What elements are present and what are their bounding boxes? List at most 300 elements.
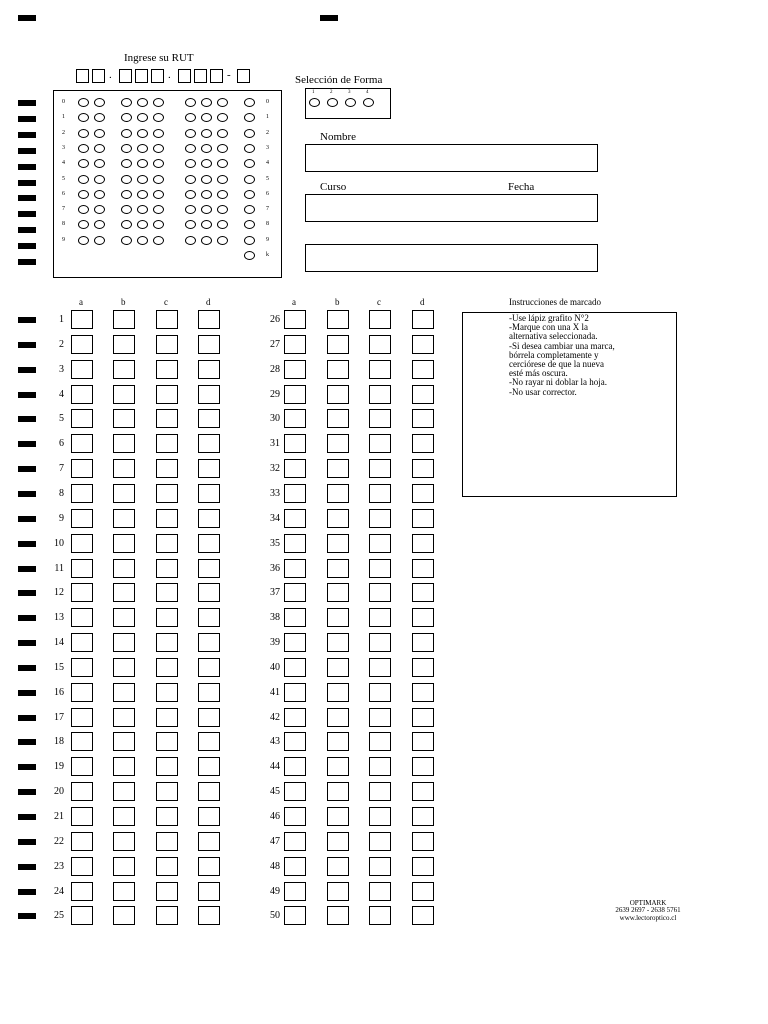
answer-box[interactable] <box>369 832 391 851</box>
answer-box[interactable] <box>198 683 220 702</box>
answer-box[interactable] <box>156 335 178 354</box>
answer-box[interactable] <box>369 757 391 776</box>
rut-bubble[interactable] <box>94 175 105 184</box>
answer-box[interactable] <box>113 832 135 851</box>
answer-box[interactable] <box>156 782 178 801</box>
answer-box[interactable] <box>71 832 93 851</box>
timing-mark <box>18 441 36 447</box>
answer-box[interactable] <box>327 559 349 578</box>
answer-box[interactable] <box>156 882 178 901</box>
answer-box[interactable] <box>284 658 306 677</box>
answer-box[interactable] <box>284 832 306 851</box>
rut-bubble[interactable] <box>244 129 255 138</box>
rut-bubble[interactable] <box>137 98 148 107</box>
answer-box[interactable] <box>284 434 306 453</box>
answer-box[interactable] <box>327 882 349 901</box>
question-number: 9 <box>59 512 64 524</box>
answer-box[interactable] <box>412 708 434 727</box>
answer-box[interactable] <box>284 906 306 925</box>
rut-bubble[interactable] <box>244 175 255 184</box>
rut-bubble[interactable] <box>244 98 255 107</box>
answer-box[interactable] <box>198 658 220 677</box>
answer-box[interactable] <box>284 360 306 379</box>
answer-box[interactable] <box>327 459 349 478</box>
answer-box[interactable] <box>412 732 434 751</box>
rut-digit-box[interactable] <box>178 69 191 83</box>
rut-bubble[interactable] <box>201 190 212 199</box>
answer-box[interactable] <box>327 310 349 329</box>
answer-box[interactable] <box>198 459 220 478</box>
answer-box[interactable] <box>71 360 93 379</box>
answer-box[interactable] <box>113 906 135 925</box>
rut-bubble[interactable] <box>94 236 105 245</box>
form-option-bubble[interactable] <box>327 98 338 107</box>
answer-box[interactable] <box>156 807 178 826</box>
answer-box[interactable] <box>369 608 391 627</box>
rut-bubble[interactable] <box>153 190 164 199</box>
corner-timing-mark <box>320 15 338 21</box>
answer-box[interactable] <box>327 409 349 428</box>
answer-box[interactable] <box>156 832 178 851</box>
rut-row-label: 4 <box>266 160 269 167</box>
rut-bubble[interactable] <box>137 144 148 153</box>
rut-bubble[interactable] <box>121 98 132 107</box>
course-date-field[interactable] <box>305 194 598 222</box>
rut-bubble[interactable] <box>185 175 196 184</box>
answer-box[interactable] <box>327 633 349 652</box>
answer-box[interactable] <box>198 633 220 652</box>
answer-box[interactable] <box>327 732 349 751</box>
answer-box[interactable] <box>369 534 391 553</box>
answer-box[interactable] <box>156 906 178 925</box>
rut-digit-box[interactable] <box>237 69 250 83</box>
answer-box[interactable] <box>113 310 135 329</box>
answer-box[interactable] <box>113 409 135 428</box>
answer-box[interactable] <box>369 434 391 453</box>
answer-box[interactable] <box>198 732 220 751</box>
rut-digit-box[interactable] <box>92 69 105 83</box>
rut-bubble[interactable] <box>94 144 105 153</box>
answer-box[interactable] <box>113 708 135 727</box>
answer-box[interactable] <box>412 583 434 602</box>
answer-box[interactable] <box>284 509 306 528</box>
rut-digit-box[interactable] <box>76 69 89 83</box>
answer-box[interactable] <box>156 658 178 677</box>
answer-box[interactable] <box>327 807 349 826</box>
answer-box[interactable] <box>284 708 306 727</box>
answer-box[interactable] <box>71 484 93 503</box>
answer-box[interactable] <box>156 434 178 453</box>
answer-box[interactable] <box>284 683 306 702</box>
rut-bubble[interactable] <box>94 98 105 107</box>
answer-box[interactable] <box>156 385 178 404</box>
answer-box[interactable] <box>113 509 135 528</box>
rut-bubble[interactable] <box>153 144 164 153</box>
answer-box[interactable] <box>113 782 135 801</box>
answer-box[interactable] <box>412 484 434 503</box>
answer-box[interactable] <box>156 857 178 876</box>
answer-box[interactable] <box>284 310 306 329</box>
answer-box[interactable] <box>198 534 220 553</box>
answer-box[interactable] <box>113 360 135 379</box>
answer-box[interactable] <box>198 310 220 329</box>
answer-box[interactable] <box>412 459 434 478</box>
answer-box[interactable] <box>198 360 220 379</box>
rut-bubble[interactable] <box>185 190 196 199</box>
rut-digit-box[interactable] <box>210 69 223 83</box>
rut-bubble[interactable] <box>121 129 132 138</box>
rut-bubble[interactable] <box>94 129 105 138</box>
answer-box[interactable] <box>327 683 349 702</box>
rut-bubble[interactable] <box>137 190 148 199</box>
answer-box[interactable] <box>327 832 349 851</box>
answer-box[interactable] <box>71 882 93 901</box>
rut-bubble[interactable] <box>94 190 105 199</box>
answer-box[interactable] <box>284 757 306 776</box>
rut-bubble[interactable] <box>78 98 89 107</box>
answer-box[interactable] <box>113 335 135 354</box>
question-number: 15 <box>54 661 64 673</box>
answer-box[interactable] <box>71 335 93 354</box>
timing-mark <box>18 541 36 547</box>
answer-box[interactable] <box>113 882 135 901</box>
rut-bubble[interactable] <box>137 236 148 245</box>
answer-box[interactable] <box>369 559 391 578</box>
answer-box[interactable] <box>369 509 391 528</box>
answer-box[interactable] <box>284 484 306 503</box>
answer-box[interactable] <box>412 608 434 627</box>
answer-box[interactable] <box>369 583 391 602</box>
answer-box[interactable] <box>412 310 434 329</box>
answer-box[interactable] <box>198 559 220 578</box>
answer-box[interactable] <box>198 409 220 428</box>
rut-bubble[interactable] <box>185 129 196 138</box>
rut-bubble[interactable] <box>217 129 228 138</box>
question-number: 45 <box>270 786 280 798</box>
rut-bubble[interactable] <box>185 98 196 107</box>
answer-box[interactable] <box>412 832 434 851</box>
answer-box[interactable] <box>156 534 178 553</box>
answer-box[interactable] <box>327 583 349 602</box>
answer-box[interactable] <box>198 807 220 826</box>
timing-mark <box>18 491 36 497</box>
question-number: 19 <box>54 761 64 773</box>
answer-box[interactable] <box>327 534 349 553</box>
answer-box[interactable] <box>284 409 306 428</box>
answer-box[interactable] <box>71 385 93 404</box>
answer-box[interactable] <box>71 807 93 826</box>
answer-box[interactable] <box>327 658 349 677</box>
answer-box[interactable] <box>369 335 391 354</box>
answer-box[interactable] <box>412 658 434 677</box>
rut-bubble[interactable] <box>244 190 255 199</box>
answer-box[interactable] <box>369 484 391 503</box>
rut-bubble[interactable] <box>217 190 228 199</box>
answer-box[interactable] <box>156 683 178 702</box>
answer-box[interactable] <box>369 658 391 677</box>
rut-bubble[interactable] <box>185 236 196 245</box>
answer-box[interactable] <box>412 360 434 379</box>
answer-box[interactable] <box>198 484 220 503</box>
rut-bubble[interactable] <box>78 129 89 138</box>
answer-box[interactable] <box>327 434 349 453</box>
rut-row-label: 1 <box>266 114 269 121</box>
rut-bubble[interactable] <box>78 175 89 184</box>
rut-bubble[interactable] <box>78 144 89 153</box>
answer-box[interactable] <box>71 633 93 652</box>
answer-box[interactable] <box>113 484 135 503</box>
rut-bubble[interactable] <box>217 175 228 184</box>
answer-box[interactable] <box>327 509 349 528</box>
answer-box[interactable] <box>412 385 434 404</box>
answer-box[interactable] <box>327 857 349 876</box>
answer-box[interactable] <box>412 633 434 652</box>
answer-box[interactable] <box>198 708 220 727</box>
answer-box[interactable] <box>156 608 178 627</box>
answer-box[interactable] <box>412 807 434 826</box>
extra-field[interactable] <box>305 244 598 272</box>
answer-box[interactable] <box>71 534 93 553</box>
answer-box[interactable] <box>156 757 178 776</box>
answer-box[interactable] <box>412 509 434 528</box>
answer-box[interactable] <box>113 683 135 702</box>
rut-check-bubble[interactable] <box>244 251 255 260</box>
answer-box[interactable] <box>198 335 220 354</box>
answer-box[interactable] <box>71 409 93 428</box>
rut-digit-box[interactable] <box>194 69 207 83</box>
answer-box[interactable] <box>284 882 306 901</box>
answer-box[interactable] <box>71 906 93 925</box>
date-label: Fecha <box>508 181 535 193</box>
answer-box[interactable] <box>284 335 306 354</box>
answer-box[interactable] <box>71 559 93 578</box>
answer-box[interactable] <box>412 906 434 925</box>
answer-box[interactable] <box>113 658 135 677</box>
answer-box[interactable] <box>71 310 93 329</box>
timing-mark <box>18 913 36 919</box>
rut-bubble[interactable] <box>201 236 212 245</box>
answer-box[interactable] <box>412 534 434 553</box>
answer-box[interactable] <box>284 583 306 602</box>
answer-box[interactable] <box>412 434 434 453</box>
answer-box[interactable] <box>284 385 306 404</box>
rut-bubble[interactable] <box>153 129 164 138</box>
answer-box[interactable] <box>198 782 220 801</box>
answer-box[interactable] <box>113 807 135 826</box>
answer-box[interactable] <box>284 782 306 801</box>
answer-box[interactable] <box>198 832 220 851</box>
answer-box[interactable] <box>156 559 178 578</box>
timing-mark <box>18 566 36 572</box>
answer-box[interactable] <box>369 906 391 925</box>
timing-mark <box>18 148 36 154</box>
answer-box[interactable] <box>369 633 391 652</box>
answer-box[interactable] <box>369 807 391 826</box>
answer-box[interactable] <box>369 409 391 428</box>
answer-box[interactable] <box>198 757 220 776</box>
answer-box[interactable] <box>284 807 306 826</box>
answer-box[interactable] <box>284 633 306 652</box>
rut-bubble[interactable] <box>153 175 164 184</box>
answer-box[interactable] <box>156 732 178 751</box>
rut-bubble[interactable] <box>137 175 148 184</box>
answer-box[interactable] <box>412 782 434 801</box>
rut-bubble[interactable] <box>217 98 228 107</box>
answer-box[interactable] <box>412 335 434 354</box>
answer-box[interactable] <box>284 534 306 553</box>
rut-digit-box[interactable] <box>151 69 164 83</box>
answer-box[interactable] <box>198 882 220 901</box>
answer-box[interactable] <box>198 857 220 876</box>
answer-box[interactable] <box>156 708 178 727</box>
rut-bubble[interactable] <box>121 144 132 153</box>
answer-box[interactable] <box>327 782 349 801</box>
answer-box[interactable] <box>327 608 349 627</box>
answer-box[interactable] <box>71 608 93 627</box>
answer-box[interactable] <box>156 633 178 652</box>
answer-box[interactable] <box>113 459 135 478</box>
answer-box[interactable] <box>113 732 135 751</box>
form-option-bubble[interactable] <box>345 98 356 107</box>
rut-bubble[interactable] <box>217 144 228 153</box>
answer-box[interactable] <box>412 559 434 578</box>
rut-bubble[interactable] <box>121 236 132 245</box>
name-field[interactable] <box>305 144 598 172</box>
question-number: 40 <box>270 661 280 673</box>
answer-box[interactable] <box>369 857 391 876</box>
answer-box[interactable] <box>198 385 220 404</box>
answer-box[interactable] <box>198 509 220 528</box>
answer-box[interactable] <box>156 360 178 379</box>
answer-box[interactable] <box>327 360 349 379</box>
answer-box[interactable] <box>412 683 434 702</box>
answer-box[interactable] <box>71 732 93 751</box>
answer-box[interactable] <box>71 857 93 876</box>
answer-box[interactable] <box>412 882 434 901</box>
answer-box[interactable] <box>71 459 93 478</box>
option-column-label: b <box>121 297 126 307</box>
name-label: Nombre <box>320 131 357 143</box>
answer-box[interactable] <box>369 782 391 801</box>
answer-box[interactable] <box>156 459 178 478</box>
rut-bubble[interactable] <box>185 144 196 153</box>
answer-box[interactable] <box>71 683 93 702</box>
question-number: 39 <box>270 637 280 649</box>
rut-bubble[interactable] <box>244 236 255 245</box>
answer-box[interactable] <box>71 757 93 776</box>
answer-box[interactable] <box>71 583 93 602</box>
answer-box[interactable] <box>284 732 306 751</box>
rut-bubble[interactable] <box>201 175 212 184</box>
answer-box[interactable] <box>412 409 434 428</box>
answer-box[interactable] <box>198 583 220 602</box>
answer-box[interactable] <box>71 434 93 453</box>
rut-bubble[interactable] <box>78 236 89 245</box>
answer-box[interactable] <box>327 708 349 727</box>
answer-box[interactable] <box>113 385 135 404</box>
rut-bubble[interactable] <box>217 236 228 245</box>
answer-box[interactable] <box>156 310 178 329</box>
answer-box[interactable] <box>71 658 93 677</box>
footer-website: www.lectoroptico.cl <box>619 914 677 922</box>
form-option-bubble[interactable] <box>309 98 320 107</box>
answer-box[interactable] <box>113 757 135 776</box>
rut-bubble[interactable] <box>201 98 212 107</box>
answer-box[interactable] <box>113 608 135 627</box>
rut-bubble[interactable] <box>201 144 212 153</box>
answer-box[interactable] <box>369 732 391 751</box>
rut-bubble[interactable] <box>244 144 255 153</box>
rut-bubble[interactable] <box>153 98 164 107</box>
rut-row-label: 9 <box>266 236 269 243</box>
answer-box[interactable] <box>71 782 93 801</box>
answer-box[interactable] <box>156 509 178 528</box>
rut-bubble[interactable] <box>78 190 89 199</box>
answer-box[interactable] <box>198 434 220 453</box>
answer-box[interactable] <box>284 857 306 876</box>
answer-box[interactable] <box>113 534 135 553</box>
answer-box[interactable] <box>327 484 349 503</box>
answer-box[interactable] <box>327 757 349 776</box>
rut-bubble[interactable] <box>201 129 212 138</box>
answer-box[interactable] <box>369 882 391 901</box>
rut-title: Ingrese su RUT <box>124 52 194 64</box>
answer-box[interactable] <box>71 509 93 528</box>
timing-mark <box>18 764 36 770</box>
answer-box[interactable] <box>198 608 220 627</box>
form-option-bubble[interactable] <box>363 98 374 107</box>
answer-box[interactable] <box>369 310 391 329</box>
timing-mark <box>18 466 36 472</box>
rut-digit-box[interactable] <box>135 69 148 83</box>
answer-box[interactable] <box>113 559 135 578</box>
timing-mark <box>18 367 36 373</box>
question-number: 47 <box>270 835 280 847</box>
answer-box[interactable] <box>327 906 349 925</box>
timing-mark <box>18 665 36 671</box>
answer-box[interactable] <box>284 559 306 578</box>
rut-bubble[interactable] <box>137 129 148 138</box>
rut-bubble[interactable] <box>153 236 164 245</box>
answer-box[interactable] <box>369 708 391 727</box>
answer-box[interactable] <box>369 385 391 404</box>
answer-box[interactable] <box>113 583 135 602</box>
answer-box[interactable] <box>412 757 434 776</box>
timing-mark <box>18 227 36 233</box>
answer-box[interactable] <box>327 335 349 354</box>
answer-box[interactable] <box>369 360 391 379</box>
rut-digit-box[interactable] <box>119 69 132 83</box>
answer-box[interactable] <box>412 857 434 876</box>
rut-bubble[interactable] <box>121 190 132 199</box>
answer-box[interactable] <box>284 459 306 478</box>
answer-box[interactable] <box>113 633 135 652</box>
question-number: 5 <box>59 413 64 425</box>
answer-box[interactable] <box>113 434 135 453</box>
answer-box[interactable] <box>369 459 391 478</box>
answer-box[interactable] <box>327 385 349 404</box>
answer-box[interactable] <box>369 683 391 702</box>
rut-bubble[interactable] <box>121 175 132 184</box>
answer-box[interactable] <box>71 708 93 727</box>
answer-box[interactable] <box>156 409 178 428</box>
answer-box[interactable] <box>113 857 135 876</box>
answer-box[interactable] <box>156 484 178 503</box>
timing-mark <box>18 392 36 398</box>
answer-box[interactable] <box>156 583 178 602</box>
answer-box[interactable] <box>284 608 306 627</box>
answer-box[interactable] <box>198 906 220 925</box>
